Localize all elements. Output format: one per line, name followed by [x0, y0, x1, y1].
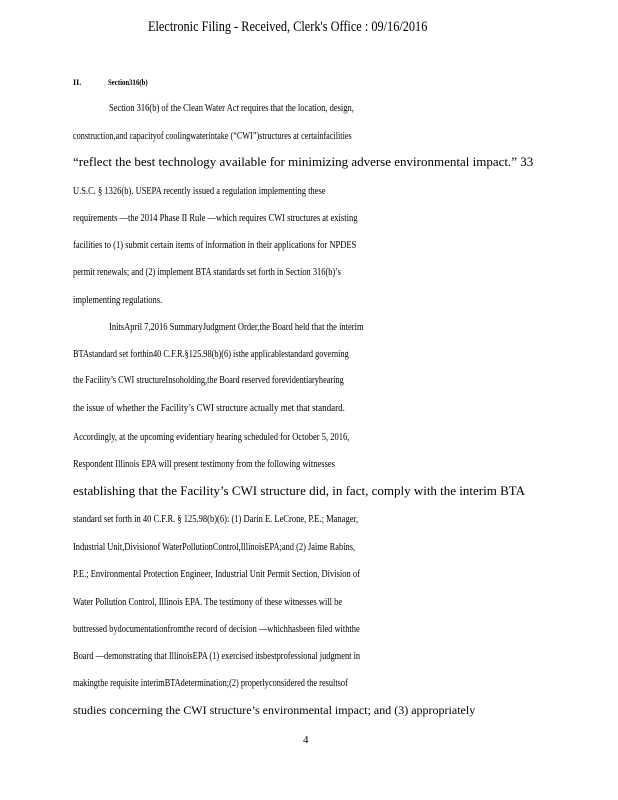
body-line: Water Pollution Control, Illinois EPA. The testimony of these witnesses will be	[73, 597, 343, 608]
body-line: establishing that the Facility’s CWI structure did, in fact, comply with the interim BTA	[73, 483, 526, 498]
page-number: 4	[303, 734, 309, 746]
body-line: the Facility’s CWI structureInsoholding,the Board reserved forevidentiaryhearing	[73, 375, 344, 386]
body-line: Section 316(b) of the Clean Water Act requires that the location, design,	[109, 103, 354, 114]
body-line: permit renewals; and (2) implement BTA standards set forth in Section 316(b)’s	[73, 267, 341, 278]
body-line: implementing regulations.	[73, 295, 163, 306]
body-line: construction,and capacityof coolingwaterintake (“CWI”)structures at certainfacilities	[73, 131, 352, 142]
body-line: facilities to (1) submit certain items of information in their applications for NPDES	[73, 240, 357, 251]
body-line: Accordingly, at the upcoming evidentiary hearing scheduled for October 5, 2016,	[73, 432, 350, 443]
section-number: II.	[73, 78, 82, 87]
body-line: buttressed bydocumentationfromthe record of decision —whichhasbeen filed withthe	[73, 624, 360, 635]
body-line: the issue of whether the Facility’s CWI structure actually met that standard.	[73, 403, 345, 414]
body-line: BTAstandard set forthin40 C.F.R.§125.98(b)(6) isthe applicablestandard governing	[73, 349, 349, 360]
body-line: U.S.C. § 1326(b). USEPA recently issued a regulation implementing these	[73, 186, 326, 197]
body-line: makingthe requisite interimBTAdetermination;(2) properlyconsidered the resultsof	[73, 678, 348, 689]
body-line: P.E.; Environmental Protection Engineer, Industrial Unit Permit Section, Division of	[73, 569, 360, 580]
body-line: Industrial Unit,Divisionof WaterPollutionControl,IllinoisEPA;and (2) Jaime Rabins,	[73, 542, 356, 553]
body-line: standard set forth in 40 C.F.R. § 125.98(b)(6): (1) Darin E. LeCrone, P.E.; Manager,	[73, 514, 359, 525]
section-title: Section316(b)	[108, 78, 148, 87]
body-line: Board —demonstrating that IllinoisEPA (1) exercised itsbestprofessional judgment in	[73, 651, 361, 662]
body-line: “reflect the best technology available for minimizing adverse environmental impact.” 33	[73, 154, 534, 169]
body-line: InitsApril 7,2016 SummaryJudgment Order,the Board held that the interim	[109, 322, 364, 333]
body-line: requirements —the 2014 Phase II Rule —which requires CWI structures at existing	[73, 213, 358, 224]
filing-header: Electronic Filing - Received, Clerk's Office : 09/16/2016	[148, 19, 428, 35]
body-line: studies concerning the CWI structure’s environmental impact; and (3) appropriately	[73, 703, 476, 717]
body-line: Respondent Illinois EPA will present testimony from the following witnesses	[73, 459, 335, 470]
